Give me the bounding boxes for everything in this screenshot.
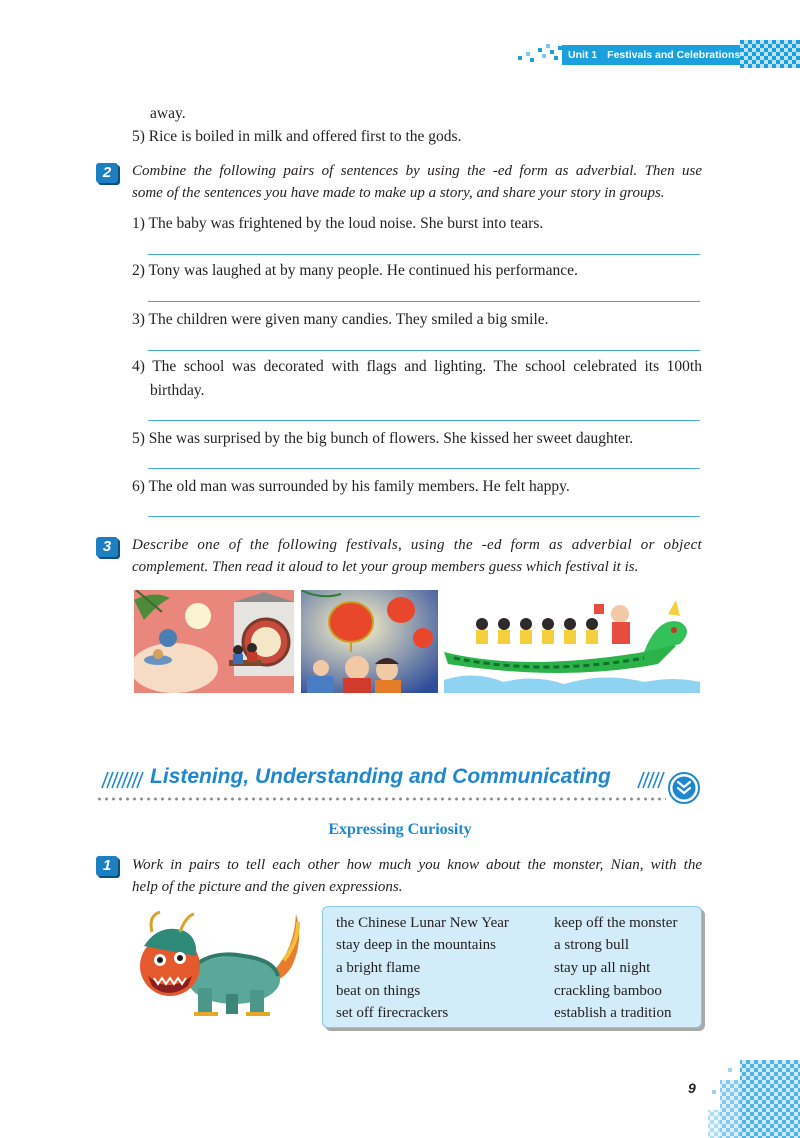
ex1-continuation: away. <box>150 105 186 122</box>
header-pixel-decoration <box>518 40 568 65</box>
exercise-number-badge: 2 <box>96 163 118 183</box>
expression-item: establish a tradition <box>554 1005 672 1021</box>
expression-item: stay deep in the mountains <box>336 937 496 953</box>
ex2-item-4: 4) The school was decorated with flags and lighting. The school celebrated its 100th <box>132 358 702 375</box>
expression-item: the Chinese Lunar New Year <box>336 915 509 931</box>
answer-line[interactable] <box>148 468 700 469</box>
dragon-boat-festival-picture <box>444 590 700 693</box>
expression-item: a strong bull <box>554 937 629 953</box>
expression-item: crackling bamboo <box>554 983 662 999</box>
section-dotted-divider <box>96 797 666 801</box>
answer-line[interactable] <box>148 516 700 517</box>
ex2-instruction-line2: some of the sentences you have made to make up a story, and share your story in groups. <box>132 185 665 201</box>
ex2-instruction-line1: Combine the following pairs of sentences by using the -ed form as adverbial. Then use <box>132 163 702 179</box>
ex3-instruction-line1: Describe one of the following festivals, using the -ed form as adverbial or object <box>132 537 702 553</box>
exercise-number-badge: 1 <box>96 856 118 876</box>
expression-item: a bright flame <box>336 960 421 976</box>
expression-item: keep off the monster <box>554 915 678 931</box>
nian-monster-picture <box>134 910 306 1022</box>
answer-line[interactable] <box>148 254 700 255</box>
header-title: Festivals and Celebrations <box>607 49 741 61</box>
exercise-number-badge: 3 <box>96 537 118 557</box>
running-header <box>562 45 740 65</box>
ex2-item-1: 1) The baby was frightened by the loud noise. She burst into tears. <box>132 215 544 232</box>
mid-autumn-festival-picture <box>134 590 294 693</box>
answer-line[interactable] <box>148 301 700 302</box>
ex1-item-5: 5) Rice is boiled in milk and offered first to the gods. <box>132 128 462 145</box>
ex3-instruction-line2: complement. Then read it aloud to let your group members guess which festival it is. <box>132 559 639 575</box>
expression-item: set off firecrackers <box>336 1005 449 1021</box>
ex2-item-3: 3) The children were given many candies. They smiled a big smile. <box>132 311 549 328</box>
ex2-item-5: 5) She was surprised by the big bunch of flowers. She kissed her sweet daughter. <box>132 430 634 447</box>
section-hatch-left <box>96 770 146 790</box>
expression-item: stay up all night <box>554 960 651 976</box>
ex2-item-6: 6) The old man was surrounded by his family members. He felt happy. <box>132 478 570 495</box>
section-title: Listening, Understanding and Communicating <box>150 765 611 788</box>
answer-line[interactable] <box>148 420 700 421</box>
section-subtitle: Expressing Curiosity <box>328 821 472 838</box>
listen-ex1-instruction-line2: help of the picture and the given expressions. <box>132 879 403 895</box>
ex2-item-2: 2) Tony was laughed at by many people. He continued his performance. <box>132 262 578 279</box>
footer-pixel-decoration <box>706 1060 800 1138</box>
answer-line[interactable] <box>148 350 700 351</box>
header-checker-decoration <box>740 40 800 68</box>
page-number: 9 <box>688 1080 696 1096</box>
chevron-down-circle-icon[interactable] <box>668 772 700 804</box>
expression-item: beat on things <box>336 983 421 999</box>
lantern-festival-picture <box>301 590 438 693</box>
header-unit: Unit 1 <box>568 49 598 61</box>
ex2-item-4-continuation: birthday. <box>150 382 205 399</box>
section-hatch-right <box>636 770 666 790</box>
listen-ex1-instruction-line1: Work in pairs to tell each other how much you know about the monster, Nian, with the <box>132 857 702 873</box>
